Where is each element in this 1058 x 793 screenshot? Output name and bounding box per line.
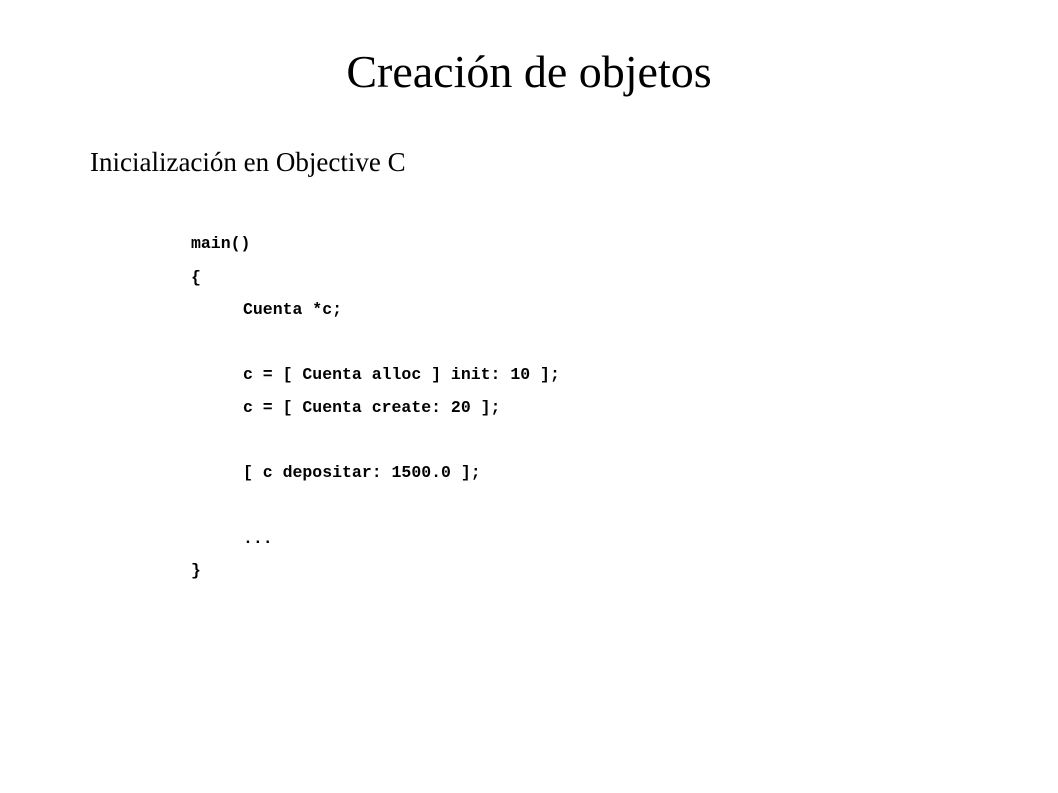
code-line-main: main() xyxy=(191,234,251,253)
code-line-alloc-init: c = [ Cuenta alloc ] init: 10 ]; xyxy=(243,365,560,384)
code-line-close-brace: } xyxy=(191,561,201,580)
code-line-open-brace: { xyxy=(191,268,201,287)
code-line-ellipsis: ... xyxy=(243,529,273,548)
code-line-depositar: [ c depositar: 1500.0 ]; xyxy=(243,463,481,482)
code-line-declaration: Cuenta *c; xyxy=(243,300,343,319)
code-line-create: c = [ Cuenta create: 20 ]; xyxy=(243,398,501,417)
slide-subtitle: Inicialización en Objective C xyxy=(90,147,406,177)
slide-title: Creación de objetos xyxy=(346,46,712,97)
